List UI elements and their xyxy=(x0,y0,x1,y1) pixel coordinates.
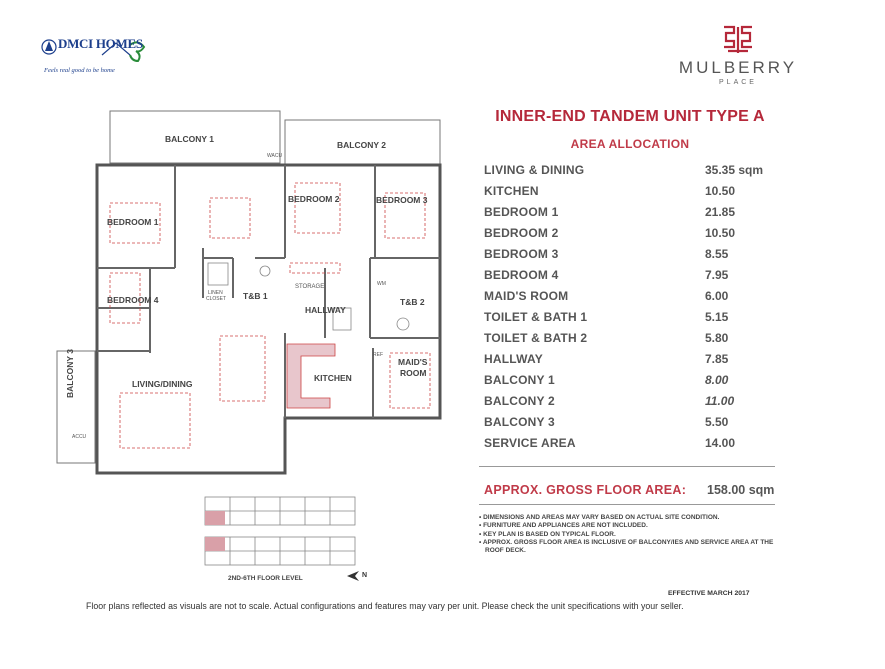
unit-title: INNER-END TANDEM UNIT TYPE A xyxy=(495,108,765,125)
label-maids: MAID'S xyxy=(398,357,428,367)
notes-list xyxy=(479,514,779,555)
label-balcony-1: BALCONY 1 xyxy=(165,134,214,144)
room-name: LIVING & DINING xyxy=(484,163,585,177)
north-label: N xyxy=(362,572,368,579)
divider xyxy=(479,466,775,467)
area-row xyxy=(484,163,784,184)
room-area: 5.80 xyxy=(705,331,729,345)
room-area: 5.15 xyxy=(705,310,729,324)
label-storage: STORAGE xyxy=(295,284,325,290)
label-bedroom-4: BEDROOM 4 xyxy=(107,295,159,305)
highlighted-unit xyxy=(205,537,225,551)
room-area: 8.00 xyxy=(705,373,729,387)
key-plan-drawing xyxy=(200,495,360,573)
key-plan xyxy=(200,495,360,573)
label-ref: REF xyxy=(373,352,383,358)
floor-plan xyxy=(55,108,445,483)
room-area: 21.85 xyxy=(705,205,736,219)
note-item: • KEY PLAN IS BASED ON TYPICAL FLOOR. xyxy=(479,530,616,538)
note-item: • FURNITURE AND APPLIANCES ARE NOT INCLUDED. xyxy=(479,522,648,530)
room-name: BEDROOM 2 xyxy=(484,226,559,240)
label-bedroom-1: BEDROOM 1 xyxy=(107,217,159,227)
room-area: 7.85 xyxy=(705,352,729,366)
label-bedroom-3: BEDROOM 3 xyxy=(376,195,428,205)
room-area: 10.50 xyxy=(705,184,736,198)
room-name: TOILET & BATH 1 xyxy=(484,310,588,324)
room-area: 14.00 xyxy=(705,436,736,450)
area-row xyxy=(484,373,784,394)
area-row xyxy=(484,205,784,226)
area-row xyxy=(484,310,784,331)
divider xyxy=(479,504,775,505)
balcony-3-outline xyxy=(57,351,95,463)
effective-date: EFFECTIVE MARCH 2017 xyxy=(668,590,750,597)
room-name: MAID'S ROOM xyxy=(484,289,569,303)
label-wacu: WACU xyxy=(267,153,283,159)
label-balcony-3: BALCONY 3 xyxy=(65,349,75,398)
label-tb-1: T&B 1 xyxy=(243,291,268,301)
dmci-homes-logo xyxy=(40,33,155,81)
label-wm: WM xyxy=(377,281,386,287)
key-plan-label: 2ND-6TH FLOOR LEVEL xyxy=(228,575,303,582)
project-name: MULBERRY xyxy=(678,58,798,77)
room-area: 5.50 xyxy=(705,415,729,429)
area-row xyxy=(484,268,784,289)
area-row xyxy=(484,184,784,205)
mulberry-place-logo xyxy=(668,25,808,95)
label-hallway: HALLWAY xyxy=(305,305,346,315)
label-closet: CLOSET xyxy=(206,296,227,302)
project-subname: PLACE xyxy=(719,79,757,86)
label-maids-room: ROOM xyxy=(400,368,427,378)
area-row xyxy=(484,352,784,373)
room-area: 7.95 xyxy=(705,268,729,282)
area-row xyxy=(484,289,784,310)
room-name: BEDROOM 1 xyxy=(484,205,559,219)
label-living-dining: LIVING/DINING xyxy=(132,379,193,389)
label-linen: LINEN xyxy=(208,290,223,296)
outer-wall xyxy=(97,165,440,473)
highlighted-unit xyxy=(205,511,225,525)
gross-floor-area-value: 158.00 sqm xyxy=(707,483,775,497)
note-item: • APPROX. GROSS FLOOR AREA IS INCLUSIVE OF BALCONY/IES AND SERVICE AREA AT THE ROOF DECK. xyxy=(479,538,774,555)
room-name: BALCONY 1 xyxy=(484,373,555,387)
area-row xyxy=(484,331,784,352)
north-arrow-icon xyxy=(345,569,371,583)
area-row xyxy=(484,247,784,268)
disclaimer: Floor plans reflected as visuals are not to scale. Actual configurations and features may vary per unit. Please check the unit specifications with your seller. xyxy=(86,601,684,611)
room-name: BEDROOM 3 xyxy=(484,247,559,261)
mulberry-emblem-icon xyxy=(668,25,808,57)
room-name: BALCONY 2 xyxy=(484,394,555,408)
room-name: BALCONY 3 xyxy=(484,415,555,429)
developer-tagline: Feels real good to be home xyxy=(44,67,115,74)
note-item: • DIMENSIONS AND AREAS MAY VARY BASED ON ACTUAL SITE CONDITION. xyxy=(479,514,720,521)
gross-floor-area-label: APPROX. GROSS FLOOR AREA: xyxy=(484,483,687,497)
area-row xyxy=(484,436,784,457)
room-area: 35.35 sqm xyxy=(705,163,764,177)
label-kitchen: KITCHEN xyxy=(314,373,352,383)
area-row xyxy=(484,226,784,247)
room-area: 8.55 xyxy=(705,247,729,261)
room-name: HALLWAY xyxy=(484,352,543,366)
area-row xyxy=(484,415,784,436)
area-allocation-heading: AREA ALLOCATION xyxy=(570,137,690,151)
label-accu: ACCU xyxy=(72,434,87,440)
room-name: TOILET & BATH 2 xyxy=(484,331,588,345)
room-area: 10.50 xyxy=(705,226,736,240)
room-name: KITCHEN xyxy=(484,184,539,198)
label-tb-2: T&B 2 xyxy=(400,297,425,307)
label-bedroom-2: BEDROOM 2 xyxy=(288,194,340,204)
room-area: 6.00 xyxy=(705,289,729,303)
room-area: 11.00 xyxy=(705,394,735,408)
developer-name: DMCI HOMES xyxy=(58,36,143,51)
area-row xyxy=(484,394,784,415)
room-name: SERVICE AREA xyxy=(484,436,576,450)
label-balcony-2: BALCONY 2 xyxy=(337,140,386,150)
room-name: BEDROOM 4 xyxy=(484,268,559,282)
